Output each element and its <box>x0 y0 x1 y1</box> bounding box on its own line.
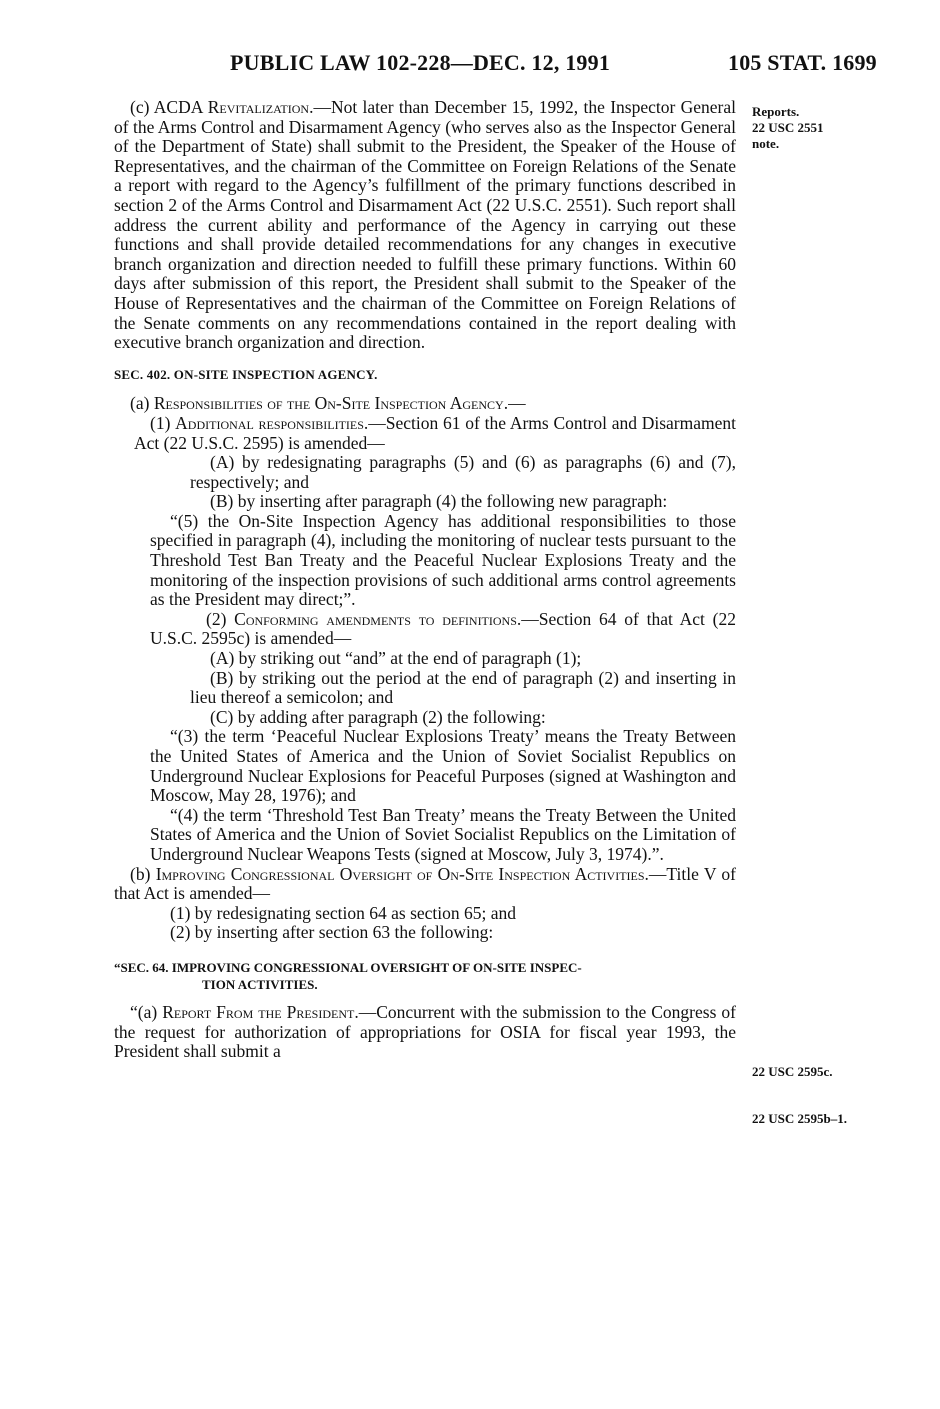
paragraph-a2-text: .—Section 64 of that Act (22 U.S.C. 2595c) is amended— <box>150 608 736 649</box>
subsection-c-lead: (c) ACDA <box>130 97 208 117</box>
subsection-a-lead: (a) <box>130 393 154 414</box>
clause-a2-A: (A) by striking out “and” at the end of paragraph (1); <box>210 648 582 669</box>
clause-a2-C: (C) by adding after paragraph (2) the following: <box>210 706 546 727</box>
running-header-title: PUBLIC LAW 102-228—DEC. 12, 1991 <box>230 50 611 75</box>
subsection-b-text: .—Title V of that Act is amended— <box>114 863 736 904</box>
subsection-c-heading: Revitalization <box>207 97 310 117</box>
paragraph-a1-text: .—Section 61 of the Arms Control and Disarmament Act (22 U.S.C. 2595) is amended— <box>134 412 737 453</box>
subsection-b-heading: Improving Congressional Oversight of On-Site Inspection Activities <box>155 863 645 884</box>
section-64-heading <box>114 959 736 993</box>
margin-note-line: Reports. <box>752 104 800 119</box>
quoted-paragraph-3: “(3) the term ‘Peaceful Nuclear Explosions Treaty’ means the Treaty Between the United States of America and the Union of Soviet Socialist Republics on Underground Nuclear Explosions for Peaceful Purposes (signed at Washington and Moscow, May 28, 1976); and <box>150 726 736 806</box>
clause-a1-A: (A) by redesignating paragraphs (5) and (6) as paragraphs (6) and (7), respectively; and <box>190 452 736 492</box>
paragraph-a2 <box>114 610 736 649</box>
quoted-paragraph-5: “(5) the On-Site Inspection Agency has additional responsibilities to those specified in paragraph (4), including the monitoring of nuclear tests pursuant to the Threshold Test Ban Treaty and the Peaceful Nuclear Explosions Treaty and the monitoring of the inspection provisions of such additional arms control agreements as the President may direct;”. <box>150 510 736 610</box>
subsection-a-tail: .— <box>503 393 526 414</box>
paragraph-a2-lead: (2) <box>206 608 235 629</box>
subsection-c-paragraph <box>114 98 736 353</box>
paragraph-a1 <box>114 414 736 453</box>
quoted-subsection-a-paragraph <box>114 1003 736 1062</box>
paragraph-b1: (1) by redesignating section 64 as section 65; and <box>170 902 517 923</box>
subsection-a-heading: Responsibilities of the On-Site Inspection Agency <box>153 393 504 414</box>
paragraph-a1-heading: Additional responsibilities <box>175 412 364 433</box>
margin-note-reports <box>752 104 824 152</box>
subsection-c-text: .—Not later than December 15, 1992, the Inspector General of the Arms Control and Disarmament Agency (who serves also as the Inspector General of the Department of State) shall submit to the President, the Speaker of the House of Representatives, and the chairman of the Committee on Foreign Relations of the Senate a report with regard to the Agency’s fulfillment of the primary functions described in section 2 of the Arms Control and Disarmament Act (22 U.S.C. 2551). Such report shall address the current ability and performance of the Agency in carrying out these functions and shall provide detailed recommendations for any changes in executive branch organization and direction needed to fulfill these primary functions. Within 60 days after submission of this report, the President shall submit to the Speaker of the House of Representatives and the chairman of the Committee on Foreign Relations of the Senate comments on any recommendations contained in the report dealing with executive branch organization and direction. <box>114 97 736 353</box>
section-402-heading: SEC. 402. ON-SITE INSPECTION AGENCY. <box>114 366 378 382</box>
paragraph-a2-heading: Conforming amendments to definitions <box>234 608 517 629</box>
margin-note-line: 22 USC 2551 <box>752 120 824 135</box>
margin-note-usc-2595c: 22 USC 2595c. <box>752 1064 833 1079</box>
quoted-paragraph-4: “(4) the term ‘Threshold Test Ban Treaty’ means the Treaty Between the United States of America and the Union of Soviet Socialist Republics on the Limitation of Underground Nuclear Weapons Tests (signed at Moscow, July 3, 1974).”. <box>150 804 736 864</box>
subsection-b-paragraph <box>114 865 736 904</box>
quoted-subsection-a-text: .—Concurrent with the submission to the Congress of the request for authorization of appropriations for OSIA for fiscal year 1993, the President shall submit a <box>114 1001 736 1062</box>
running-header-stat-page: 105 STAT. 1699 <box>728 50 877 75</box>
quoted-subsection-a-lead: “(a) <box>130 1001 163 1022</box>
margin-note-line: note. <box>752 136 780 151</box>
clause-a2-B: (B) by striking out the period at the end of paragraph (2) and inserting in lieu thereof a semicolon; and <box>190 667 736 708</box>
main-text-column <box>114 98 736 1062</box>
paragraph-b2: (2) by inserting after section 63 the following: <box>170 922 494 943</box>
section-64-heading-line1: “SEC. 64. IMPROVING CONGRESSIONAL OVERSIGHT OF ON-SITE INSPEC- <box>114 959 582 975</box>
margin-note-usc-2595b-1: 22 USC 2595b–1. <box>752 1111 847 1126</box>
subsection-a-heading-line <box>114 394 736 414</box>
quoted-subsection-a-heading: Report From the President <box>162 1001 355 1022</box>
paragraph-a1-lead: (1) <box>150 412 176 433</box>
section-64-heading-line2: TION ACTIVITIES. <box>202 976 318 992</box>
clause-a1-B: (B) by inserting after paragraph (4) the following new paragraph: <box>210 491 668 512</box>
subsection-b-lead: (b) <box>130 863 156 884</box>
